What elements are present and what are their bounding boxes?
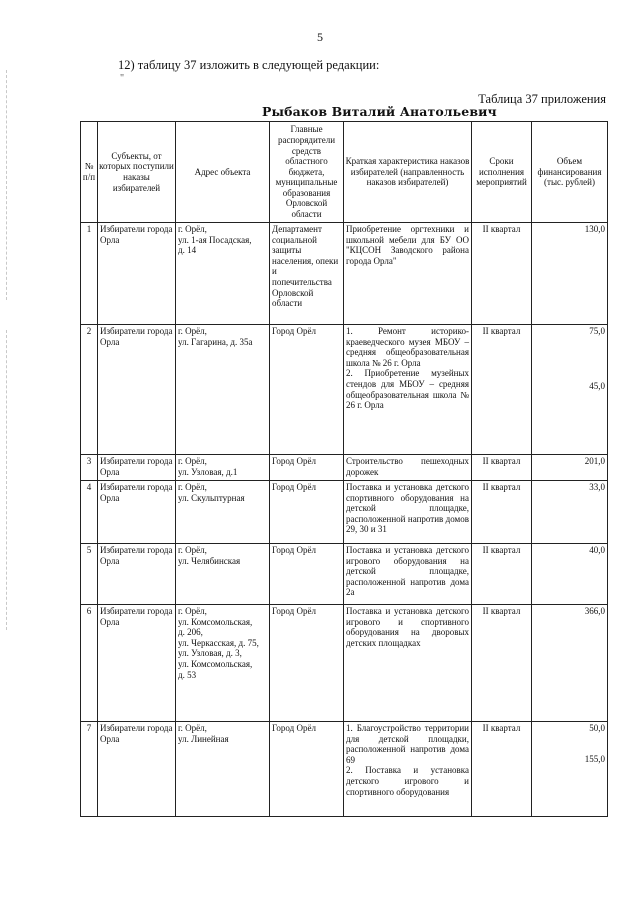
row-amount xyxy=(532,455,608,481)
address-line: ул. Линейная xyxy=(178,733,229,744)
address-line: ул. Челябинская xyxy=(178,555,241,566)
manager-line: защиты xyxy=(272,245,302,256)
description-item: Строительство пешеходных дорожек xyxy=(346,456,469,477)
row-number: 6 xyxy=(81,605,98,722)
address-line: д. 206, xyxy=(178,627,203,638)
row-number: 7 xyxy=(81,722,98,817)
deputy-name: Рыбаков Виталий Анатольевич xyxy=(262,104,497,119)
table-caption: Таблица 37 приложения xyxy=(478,92,606,106)
row-description xyxy=(344,481,472,544)
row-amount xyxy=(532,481,608,544)
description-item: Приобретение оргтехники и школьной мебели для БУ ОО "КЦСОН Заводского района города Орла" xyxy=(346,224,469,266)
address-line: г. Орёл, xyxy=(178,224,207,234)
header-number: № п/п xyxy=(81,122,98,223)
row-amount xyxy=(532,722,608,817)
page-number: 5 xyxy=(317,30,323,44)
address-line: ул. 1-ая Посадская, xyxy=(178,234,252,245)
address-line: д. 53 xyxy=(178,669,197,680)
description-item: Поставка и установка детского спортивного оборудования на детской площадке, расположенной напротив домов 29, 30 и 31 xyxy=(346,482,469,535)
manager-line: Город Орёл xyxy=(272,545,316,555)
address-line: г. Орёл, xyxy=(178,606,207,616)
row-term: II квартал xyxy=(472,481,532,544)
row-address xyxy=(176,544,270,605)
row-address xyxy=(176,722,270,817)
address-line: г. Орёл, xyxy=(178,482,207,492)
address-line: г. Орёл, xyxy=(178,723,207,733)
table-row xyxy=(81,722,608,817)
address-line: ул. Узловая, д.1 xyxy=(178,466,238,477)
manager-line: Департамент xyxy=(272,224,322,234)
address-line: ул. Комсомольская, xyxy=(178,658,253,669)
description-item: Поставка и установка детского игрового оборудования на детской площадке, расположенной напротив дома 2а xyxy=(346,545,469,598)
manager-line: и xyxy=(272,266,277,277)
manager-line: области xyxy=(272,298,303,309)
header-description: Краткая характеристика наказов избирателей (направленность наказов избирателей) xyxy=(344,122,472,223)
row-subject: Избиратели города Орла xyxy=(98,605,176,722)
row-number: 2 xyxy=(81,325,98,455)
row-amount xyxy=(532,325,608,455)
row-address xyxy=(176,223,270,325)
row-manager xyxy=(270,605,344,722)
margin-mark xyxy=(6,70,8,300)
row-term: II квартал xyxy=(472,325,532,455)
row-address xyxy=(176,455,270,481)
row-description xyxy=(344,722,472,817)
opening-quote: " xyxy=(120,73,125,84)
amount-value: 75,0 xyxy=(589,326,605,336)
row-amount xyxy=(532,223,608,325)
row-description xyxy=(344,544,472,605)
description-item: 1. Благоустройство территории для детской площадки, расположенной напротив дома 69 xyxy=(346,723,469,765)
address-line: д. 14 xyxy=(178,245,197,256)
amount-value: 40,0 xyxy=(589,545,605,555)
row-subject: Избиратели города Орла xyxy=(98,481,176,544)
table-header-row xyxy=(81,122,608,223)
row-manager xyxy=(270,722,344,817)
row-manager xyxy=(270,455,344,481)
table-row xyxy=(81,455,608,481)
row-amount xyxy=(532,544,608,605)
row-manager xyxy=(270,325,344,455)
manager-line: Город Орёл xyxy=(272,723,316,733)
table-row xyxy=(81,325,608,455)
amount-value: 33,0 xyxy=(589,482,605,492)
row-term: II квартал xyxy=(472,544,532,605)
row-term: II квартал xyxy=(472,223,532,325)
manager-line: Город Орёл xyxy=(272,326,316,336)
row-term: II квартал xyxy=(472,605,532,722)
row-number: 1 xyxy=(81,223,98,325)
row-address xyxy=(176,325,270,455)
amount-value: 45,0 xyxy=(589,380,605,391)
row-subject: Избиратели города Орла xyxy=(98,722,176,817)
header-amount: Объем финансирования (тыс. рублей) xyxy=(532,122,608,223)
header-address: Адрес объекта xyxy=(176,122,270,223)
margin-mark xyxy=(6,330,8,630)
address-line: г. Орёл, xyxy=(178,326,207,336)
row-term: II квартал xyxy=(472,722,532,817)
header-subject: Субъекты, от которых поступили наказы избирателей xyxy=(98,122,176,223)
manager-line: населения, опеки xyxy=(272,255,339,266)
manager-line: социальной xyxy=(272,234,317,245)
row-number: 5 xyxy=(81,544,98,605)
amount-value: 366,0 xyxy=(584,606,605,616)
amount-gap xyxy=(534,337,605,381)
description-item: 2. Приобретение музейных стендов для МБОУ – средняя общеобразовательная школа № 26 г. Орла xyxy=(346,368,469,411)
address-line: ул. Скульптурная xyxy=(178,492,245,503)
row-number: 3 xyxy=(81,455,98,481)
row-address xyxy=(176,605,270,722)
address-line: ул. Комсомольская, xyxy=(178,616,253,627)
row-description xyxy=(344,455,472,481)
row-description xyxy=(344,325,472,455)
row-subject: Избиратели города Орла xyxy=(98,544,176,605)
table-row xyxy=(81,544,608,605)
row-description xyxy=(344,605,472,722)
address-line: г. Орёл, xyxy=(178,545,207,555)
amount-value: 130,0 xyxy=(584,224,605,234)
row-subject: Избиратели города Орла xyxy=(98,325,176,455)
address-line: ул. Узловая, д. 3, xyxy=(178,648,242,659)
row-subject: Избиратели города Орла xyxy=(98,223,176,325)
amount-value: 50,0 xyxy=(589,723,605,733)
row-number: 4 xyxy=(81,481,98,544)
row-amount xyxy=(532,605,608,722)
table-row xyxy=(81,223,608,325)
header-manager: Главные распорядители средств областного бюджета, муниципальные образования Орловской области xyxy=(270,122,344,223)
address-line: ул. Гагарина, д. 35а xyxy=(178,336,253,347)
manager-line: Город Орёл xyxy=(272,606,316,616)
address-line: ул. Черкасская, д. 75, xyxy=(178,637,259,648)
amount-value: 155,0 xyxy=(584,753,605,764)
manager-line: Город Орёл xyxy=(272,456,316,466)
description-item: Поставка и установка детского игрового и спортивного оборудования на дворовых детских площадках xyxy=(346,606,469,648)
row-manager xyxy=(270,544,344,605)
row-address xyxy=(176,481,270,544)
row-manager xyxy=(270,481,344,544)
table-row xyxy=(81,605,608,722)
header-term: Сроки исполнения мероприятий xyxy=(472,122,532,223)
amount-value: 201,0 xyxy=(584,456,605,466)
manager-line: Город Орёл xyxy=(272,482,316,492)
row-subject: Избиратели города Орла xyxy=(98,455,176,481)
row-term: II квартал xyxy=(472,455,532,481)
description-item: 1. Ремонт историко-краеведческого музея МБОУ – средняя общеобразовательная школа № 26 г. Орла xyxy=(346,326,469,368)
amount-gap xyxy=(534,734,605,754)
row-manager xyxy=(270,223,344,325)
amendment-instruction: 12) таблицу 37 изложить в следующей редакции: xyxy=(118,58,380,72)
address-line: г. Орёл, xyxy=(178,456,207,466)
table-row xyxy=(81,481,608,544)
manager-line: Орловской xyxy=(272,287,314,298)
description-item: 2. Поставка и установка детского игрового и спортивного оборудования xyxy=(346,765,469,797)
manager-line: попечительства xyxy=(272,276,332,287)
row-description xyxy=(344,223,472,325)
voter-orders-table xyxy=(80,121,608,817)
